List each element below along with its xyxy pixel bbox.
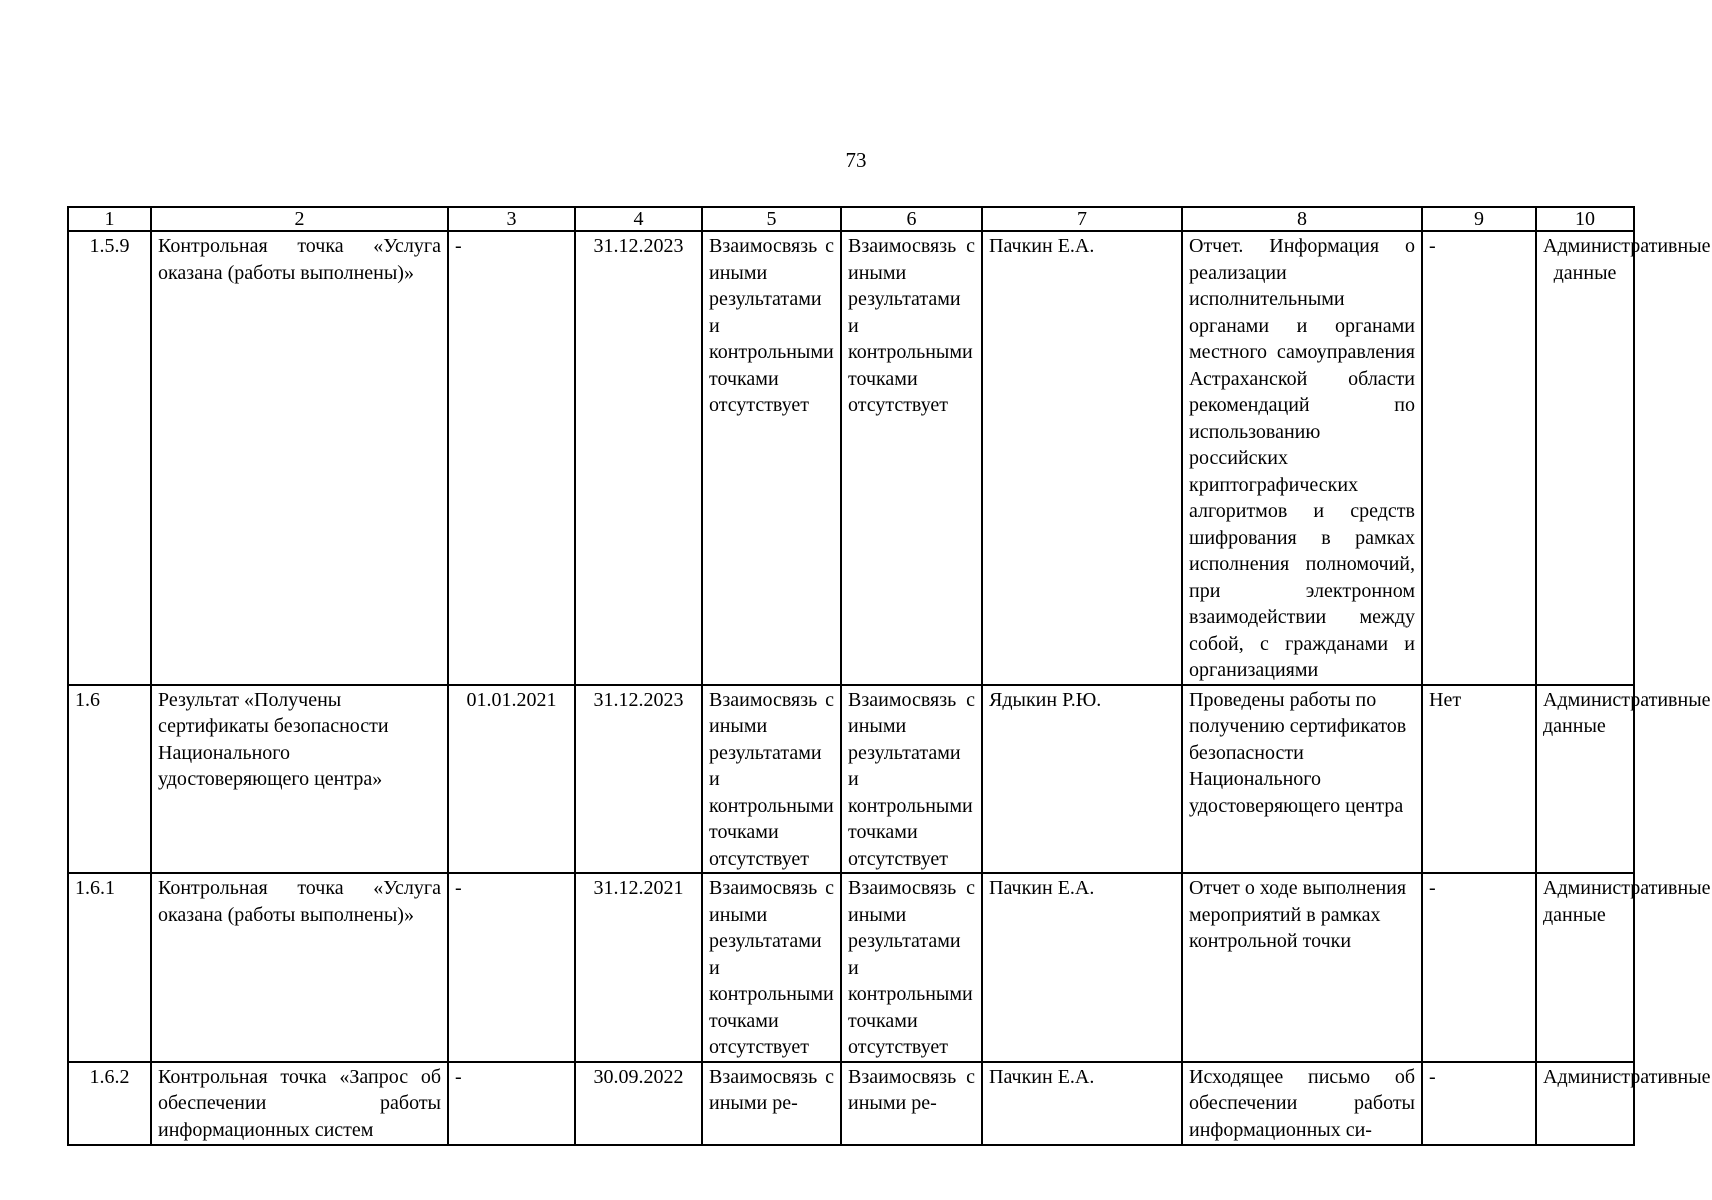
row-next-link: Взаимосвязь с иными результатами и контрольными точками отсутствует: [841, 685, 982, 874]
row-name: Контрольная точка «Запрос об обеспечении работы информационных систем: [151, 1062, 448, 1145]
header-row: [68, 207, 1634, 231]
row-previous-link: Взаимосвязь с иными результатами и контрольными точками отсутствует: [702, 873, 841, 1062]
header-cell-6: 6: [841, 207, 982, 231]
row-responsible: Пачкин Е.А.: [982, 873, 1182, 1062]
header-cell-8: 8: [1182, 207, 1422, 231]
row-previous-link: Взаимосвязь с иными результатами и контрольными точками отсутствует: [702, 685, 841, 874]
row-name: Контрольная точка «Услуга оказана (работы выполнены)»: [151, 873, 448, 1062]
row-next-link: Взаимосвязь с иными результатами и контрольными точками отсутствует: [841, 873, 982, 1062]
header-cell-4: 4: [575, 207, 702, 231]
row-number: 1.6.1: [68, 873, 151, 1062]
plan-table: [67, 206, 1711, 1146]
header-cell-2: 2: [151, 207, 448, 231]
row-info-system: -: [1422, 231, 1536, 685]
row-previous-link: Взаимосвязь с иными результатами и контрольными точками отсутствует: [702, 231, 841, 685]
table-row: [68, 873, 1634, 1062]
row-end-date: 30.09.2022: [575, 1062, 702, 1145]
row-name: Результат «Получены сертификаты безопасности Национального удостоверяющего центра»: [151, 685, 448, 874]
row-name: Контрольная точка «Услуга оказана (работы выполнены)»: [151, 231, 448, 685]
header-cell-3: 3: [448, 207, 575, 231]
row-end-date: 31.12.2023: [575, 231, 702, 685]
page-number: 73: [845, 148, 867, 172]
header-cell-7: 7: [982, 207, 1182, 231]
row-end-date: 31.12.2021: [575, 873, 702, 1062]
row-info-system: -: [1422, 1062, 1536, 1145]
row-number: 1.6.2: [68, 1062, 151, 1145]
table-row: [68, 1062, 1634, 1145]
header-cell-5: 5: [702, 207, 841, 231]
row-start-date: -: [448, 231, 575, 685]
header-cell-9: 9: [1422, 207, 1536, 231]
row-source: Административные данные: [1536, 873, 1634, 1062]
row-start-date: -: [448, 873, 575, 1062]
row-document: Отчет. Информация о реализации исполнительными органами и органами местного самоуправления Астраханской области рекомендаций по использованию российских криптографических алгоритмов и средств шифрования в рамках исполнения полномочий, при электронном взаимодействии между собой, с гражданами и организациями: [1182, 231, 1422, 685]
row-responsible: Пачкин Е.А.: [982, 1062, 1182, 1145]
row-document: Отчет о ходе выполнения мероприятий в рамках контрольной точки: [1182, 873, 1422, 1062]
row-previous-link: Взаимосвязь с иными ре-: [702, 1062, 841, 1145]
row-source: Административные данные: [1536, 685, 1634, 874]
row-number: 1.5.9: [68, 231, 151, 685]
row-source: Административные: [1536, 1062, 1634, 1145]
row-next-link: Взаимосвязь с иными результатами и контрольными точками отсутствует: [841, 231, 982, 685]
row-next-link: Взаимосвязь с иными ре-: [841, 1062, 982, 1145]
row-info-system: -: [1422, 873, 1536, 1062]
header-cell-10: 10: [1536, 207, 1634, 231]
row-start-date: 01.01.2021: [448, 685, 575, 874]
row-number: 1.6: [68, 685, 151, 874]
table-row: [68, 231, 1634, 685]
row-responsible: Пачкин Е.А.: [982, 231, 1182, 685]
row-end-date: 31.12.2023: [575, 685, 702, 874]
header-cell-1: 1: [68, 207, 151, 231]
row-responsible: Ядыкин Р.Ю.: [982, 685, 1182, 874]
row-source: Административные данные: [1536, 231, 1634, 685]
table-row: [68, 685, 1634, 874]
row-start-date: -: [448, 1062, 575, 1145]
row-document: Исходящее письмо об обеспечении работы информационных си-: [1182, 1062, 1422, 1145]
row-document: Проведены работы по получению сертификатов безопасности Национального удостоверяющего центра: [1182, 685, 1422, 874]
row-info-system: Нет: [1422, 685, 1536, 874]
